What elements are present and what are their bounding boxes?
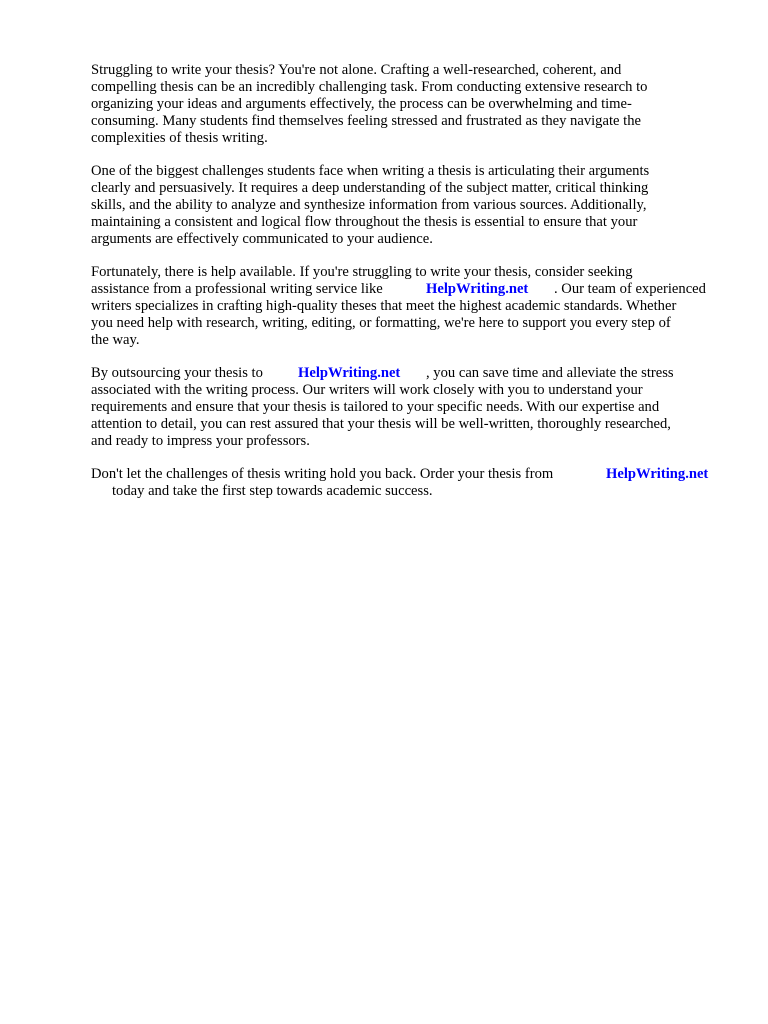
paragraph-4-line-1a: By outsourcing your thesis to — [91, 365, 263, 381]
paragraph-3-line-2a: assistance from a professional writing service like — [91, 281, 383, 297]
helpwriting-link-2[interactable]: HelpWriting.net — [298, 365, 401, 381]
paragraph-2-line-4: maintaining a consistent and logical flow throughout the thesis is essential to ensure that your — [91, 214, 638, 230]
paragraph-1-line-5: complexities of thesis writing. — [91, 130, 268, 146]
paragraph-2-line-3: skills, and the ability to analyze and synthesize information from various sources. Additionally, — [91, 197, 647, 213]
paragraph-5-line-2: today and take the first step towards academic success. — [112, 483, 433, 499]
paragraph-3-line-5: the way. — [91, 332, 140, 348]
paragraph-4-line-4: attention to detail, you can rest assured that your thesis will be well-written, thoroughly researched, — [91, 416, 671, 432]
paragraph-1-line-4: consuming. Many students find themselves feeling stressed and frustrated as they navigate the — [91, 113, 641, 129]
helpwriting-link-1[interactable]: HelpWriting.net — [426, 281, 529, 297]
paragraph-3-line-3: writers specializes in crafting high-quality theses that meet the highest academic standards. Whether — [91, 298, 677, 314]
paragraph-4-line-5: and ready to impress your professors. — [91, 433, 310, 449]
paragraph-2-line-1: One of the biggest challenges students face when writing a thesis is articulating their arguments — [91, 163, 650, 179]
paragraph-4-line-2: associated with the writing process. Our writers will work closely with you to understand your — [91, 382, 643, 398]
paragraph-3-line-1: Fortunately, there is help available. If you're struggling to write your thesis, consider seeking — [91, 264, 633, 280]
paragraph-3-line-4: you need help with research, writing, editing, or formatting, we're here to support you every step of — [91, 315, 671, 331]
paragraph-5-line-1: Don't let the challenges of thesis writing hold you back. Order your thesis from — [91, 466, 554, 482]
paragraph-4-line-1b: , you can save time and alleviate the stress — [426, 365, 674, 381]
paragraph-2-line-2: clearly and persuasively. It requires a deep understanding of the subject matter, critical thinking — [91, 180, 649, 196]
paragraph-2-line-5: arguments are effectively communicated to your audience. — [91, 231, 433, 247]
paragraph-1-line-3: organizing your ideas and arguments effectively, the process can be overwhelming and time- — [91, 96, 632, 112]
paragraph-1-line-2: compelling thesis can be an incredibly challenging task. From conducting extensive research to — [91, 79, 648, 95]
paragraph-4-line-3: requirements and ensure that your thesis is tailored to your specific needs. With our expertise and — [91, 399, 660, 415]
paragraph-1-line-1: Struggling to write your thesis? You're not alone. Crafting a well-researched, coherent, and — [91, 62, 622, 78]
paragraph-3-line-2b: . Our team of experienced — [554, 281, 706, 297]
helpwriting-link-3[interactable]: HelpWriting.net — [606, 466, 709, 482]
